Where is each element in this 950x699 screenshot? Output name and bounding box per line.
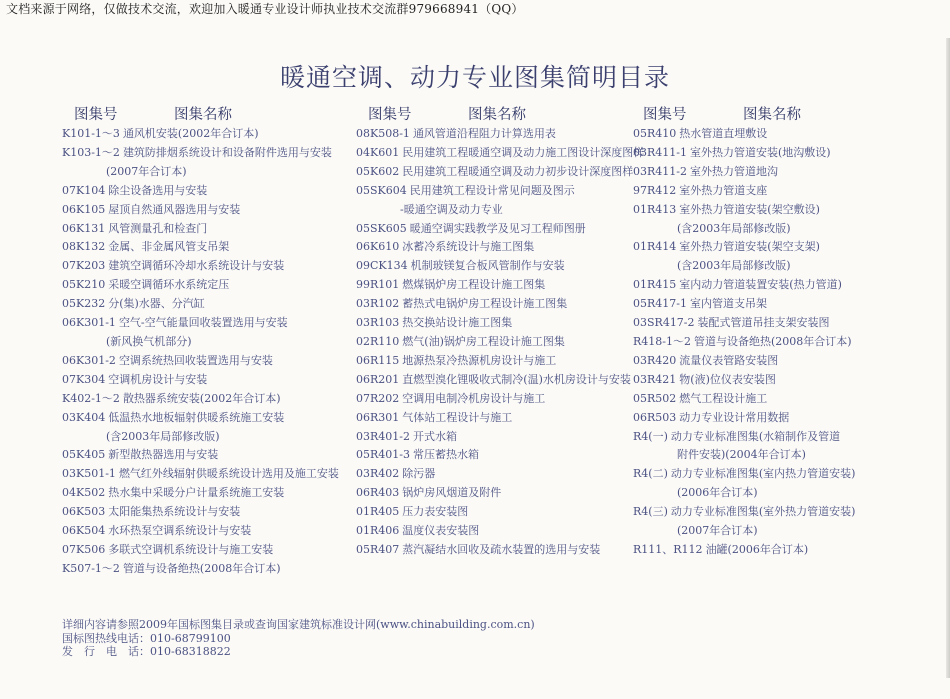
atlas-name: 热水管道直埋敷设 <box>679 127 768 140</box>
atlas-name: 低温热水地板辐射供暖系统施工安装 <box>108 410 285 424</box>
atlas-code: 08K132 <box>62 240 106 254</box>
atlas-name: 物(液)位仪表安装图 <box>679 372 776 386</box>
atlas-code: 07K506 <box>62 542 106 556</box>
atlas-name: 冰蓄冷系统设计与施工图集 <box>402 240 535 254</box>
atlas-name: 装配式管道吊挂支架安装图 <box>697 316 830 330</box>
catalog-entry <box>356 522 636 541</box>
atlas-code: 06K301-1 <box>62 316 116 330</box>
catalog-entry <box>633 333 933 352</box>
catalog-entry <box>356 257 636 276</box>
atlas-name: 附件安装)(2004年合订本) <box>677 448 806 462</box>
catalog-entry <box>356 220 636 239</box>
atlas-name: (含2003年局部修改版) <box>106 429 220 443</box>
atlas-name: 温度仪表安装图 <box>402 524 480 538</box>
catalog-entry <box>633 201 933 220</box>
atlas-code: 06K131 <box>62 221 106 235</box>
atlas-code: 03R411-1 <box>633 145 687 159</box>
catalog-entry <box>62 238 362 257</box>
catalog-entry <box>62 201 362 220</box>
catalog-entry <box>62 182 362 201</box>
atlas-name: 新型散热器选用与安装 <box>108 448 219 462</box>
catalog-entry <box>62 371 362 390</box>
atlas-code: 03R402 <box>356 467 400 481</box>
atlas-code: 05K210 <box>62 278 106 292</box>
atlas-name: 室外热力管道地沟 <box>690 164 778 178</box>
catalog-entry <box>356 314 636 333</box>
atlas-code: 01R413 <box>633 202 677 216</box>
atlas-code: 03K501-1 <box>62 467 116 481</box>
catalog-entry <box>356 295 636 314</box>
atlas-code: 01R405 <box>356 505 400 519</box>
catalog-entry <box>62 295 362 314</box>
catalog-list <box>633 125 933 560</box>
atlas-name: 燃煤锅炉房工程设计施工图集 <box>402 278 546 292</box>
atlas-code: 09CK134 <box>356 259 408 273</box>
column-header <box>62 103 362 125</box>
footer-info <box>62 618 535 659</box>
atlas-name: 管道与设备绝热(2008年合订本) <box>694 334 852 348</box>
atlas-name: 热交换站设计施工图集 <box>402 316 513 330</box>
atlas-name: (2007年合订本) <box>106 164 187 178</box>
catalog-entry <box>633 163 933 182</box>
atlas-name: 民用建筑工程设计常见问题及图示 <box>409 183 575 197</box>
atlas-code: K103-1～2 <box>62 145 120 159</box>
atlas-name: 气体站工程设计与施工 <box>402 410 513 424</box>
catalog-entry <box>62 446 362 465</box>
atlas-code: 06R503 <box>633 410 677 424</box>
atlas-code: 03R102 <box>356 297 400 311</box>
catalog-entry <box>62 144 362 163</box>
atlas-code: 05R502 <box>633 391 677 405</box>
atlas-name: 压力表安装图 <box>402 505 469 519</box>
atlas-name: 燃气工程设计施工 <box>679 391 768 405</box>
catalog-entry <box>356 276 636 295</box>
atlas-code: 06K301-2 <box>62 353 116 367</box>
atlas-code: 04K502 <box>62 486 106 500</box>
footer-hotline: 国标图热线电话：010-68799100 <box>62 631 231 645</box>
atlas-code: 07K304 <box>62 372 106 386</box>
atlas-name: 采暖空调循环水系统定压 <box>108 278 230 292</box>
atlas-code: K402-1～2 <box>62 391 120 405</box>
atlas-code: 07K203 <box>62 259 106 273</box>
catalog-entry <box>62 276 362 295</box>
atlas-code: 03SR417-2 <box>633 316 695 330</box>
atlas-name: 建筑防排烟系统设计和设备附件选用与安装 <box>122 145 332 159</box>
code-header: 图集号 <box>74 107 118 123</box>
catalog-entry-continuation <box>633 220 933 239</box>
catalog-entry <box>62 352 362 371</box>
atlas-code: 05SK605 <box>356 221 407 235</box>
catalog-entry <box>633 428 933 447</box>
atlas-code: 06R301 <box>356 410 400 424</box>
catalog-entry <box>62 560 362 579</box>
catalog-entry <box>633 541 933 560</box>
atlas-code: 05R410 <box>633 127 677 140</box>
atlas-name: 动力专业设计常用数据 <box>679 410 790 424</box>
catalog-entry <box>62 220 362 239</box>
atlas-code: 05R417-1 <box>633 297 687 311</box>
atlas-code: 08K508-1 <box>356 127 410 140</box>
atlas-code: 05SK604 <box>356 183 407 197</box>
catalog-column-1 <box>62 103 362 579</box>
atlas-code: 07R202 <box>356 391 400 405</box>
catalog-entry <box>356 333 636 352</box>
atlas-code: 03R103 <box>356 316 400 330</box>
atlas-name: -暖通空调及动力专业 <box>400 202 503 216</box>
catalog-entry <box>356 409 636 428</box>
atlas-code: 01R406 <box>356 524 400 538</box>
atlas-code: 05R401-3 <box>356 448 410 462</box>
atlas-name: 蒸汽凝结水回收及疏水装置的选用与安装 <box>402 542 601 556</box>
catalog-list <box>62 125 362 579</box>
atlas-name: 空气-空气能量回收装置选用与安装 <box>118 316 288 330</box>
atlas-name: 蓄热式电锅炉房工程设计施工图集 <box>402 297 568 311</box>
catalog-entry <box>62 465 362 484</box>
catalog-entry-continuation <box>633 446 933 465</box>
atlas-code: R4(三) <box>633 505 668 519</box>
atlas-name: 通风机安装(2002年合订本) <box>122 127 259 140</box>
atlas-code: R4(二) <box>633 467 668 481</box>
atlas-name: 锅炉房风烟道及附件 <box>402 486 502 500</box>
atlas-name: 多联式空调机系统设计与施工安装 <box>108 542 274 556</box>
catalog-entry <box>633 125 933 144</box>
catalog-entry <box>62 541 362 560</box>
catalog-entry <box>356 446 636 465</box>
atlas-code: 03R401-2 <box>356 429 410 443</box>
atlas-name: 通风管道沿程阻力计算选用表 <box>412 127 556 140</box>
catalog-entry <box>633 465 933 484</box>
catalog-entry <box>356 390 636 409</box>
atlas-name: 水环热泵空调系统设计与安装 <box>108 524 252 538</box>
column-header <box>633 103 933 125</box>
catalog-entry <box>633 390 933 409</box>
catalog-entry <box>356 541 636 560</box>
atlas-name: 空调机房设计与安装 <box>108 372 208 386</box>
atlas-name: 分(集)水器、分汽缸 <box>108 297 205 311</box>
catalog-entry <box>62 409 362 428</box>
atlas-code: 04K601 <box>356 145 400 159</box>
atlas-name: 燃气(油)锅炉房工程设计施工图集 <box>402 334 565 348</box>
catalog-entry <box>62 503 362 522</box>
catalog-entry <box>62 522 362 541</box>
atlas-code: 03R411-2 <box>633 164 687 178</box>
catalog-entry <box>633 352 933 371</box>
atlas-name: 室外热力管道安装(地沟敷设) <box>690 145 831 159</box>
atlas-name: 开式水箱 <box>413 429 457 443</box>
atlas-name: 管道与设备绝热(2008年合订本) <box>122 561 281 575</box>
catalog-entry-continuation <box>633 484 933 503</box>
atlas-code: 05K602 <box>356 164 400 178</box>
atlas-name: (含2003年局部修改版) <box>677 221 791 235</box>
name-header: 图集名称 <box>174 107 232 123</box>
atlas-code: 06K610 <box>356 240 400 254</box>
atlas-name: 室内动力管道装置安装(热力管道) <box>679 278 842 292</box>
catalog-entry <box>62 390 362 409</box>
catalog-entry <box>62 314 362 333</box>
catalog-entry-continuation <box>62 333 362 352</box>
page-title: 暖通空调、动力专业图集简明目录 <box>279 63 670 92</box>
catalog-entry <box>356 238 636 257</box>
column-header <box>356 103 636 125</box>
atlas-name: 直燃型溴化锂吸收式制冷(温)水机房设计与安装 <box>402 372 631 386</box>
page-edge-shadow <box>946 38 950 678</box>
catalog-entry-continuation <box>62 428 362 447</box>
atlas-code: 99R101 <box>356 278 400 292</box>
catalog-entry <box>633 503 933 522</box>
atlas-code: 97R412 <box>633 183 677 197</box>
atlas-code: K101-1～3 <box>62 127 120 140</box>
atlas-name: 空调用电制冷机房设计与施工 <box>402 391 546 405</box>
catalog-entry <box>356 503 636 522</box>
atlas-code: 01R415 <box>633 278 677 292</box>
name-header: 图集名称 <box>468 107 526 123</box>
atlas-name: 地源热泵冷热源机房设计与施工 <box>402 353 557 367</box>
catalog-list <box>356 125 645 560</box>
atlas-code: 06R201 <box>356 372 400 386</box>
atlas-name: 燃气红外线辐射供暖系统设计选用及施工安装 <box>118 467 339 481</box>
source-note: 文档来源于网络，仅做技术交流，欢迎加入暖通专业设计师执业技术交流群979668941（QQ） <box>6 2 524 16</box>
atlas-name: 室外热力管道安装(架空支架) <box>679 240 820 254</box>
catalog-entry <box>633 295 933 314</box>
atlas-name: 屋顶自然通风器选用与安装 <box>108 202 241 216</box>
atlas-code: 05R407 <box>356 542 400 556</box>
catalog-entry-continuation <box>62 163 362 182</box>
catalog-entry <box>62 257 362 276</box>
catalog-entry-continuation <box>633 257 933 276</box>
atlas-code: R111、R112 <box>633 542 703 556</box>
atlas-name: 风管测量孔和检查门 <box>108 221 208 235</box>
code-header: 图集号 <box>643 107 687 123</box>
atlas-name: 动力专业标准图集(室内热力管道安装) <box>670 467 856 481</box>
atlas-name: 动力专业标准图集(室外热力管道安装) <box>670 505 856 519</box>
catalog-entry <box>356 125 636 144</box>
atlas-name: (新风换气机部分) <box>106 334 192 348</box>
atlas-code: R4(一) <box>633 429 668 443</box>
atlas-name: 动力专业标准图集(水箱制作及管道 <box>670 429 841 443</box>
atlas-name: (含2003年局部修改版) <box>677 259 791 273</box>
atlas-name: (2007年合订本) <box>677 524 758 538</box>
atlas-name: 除污器 <box>402 467 436 481</box>
catalog-entry-continuation <box>633 522 933 541</box>
catalog-entry <box>62 484 362 503</box>
atlas-name: 建筑空调循环冷却水系统设计与安装 <box>108 259 285 273</box>
catalog-entry <box>62 125 362 144</box>
atlas-name: 室内管道支吊架 <box>690 297 767 311</box>
atlas-code: 06R403 <box>356 486 400 500</box>
atlas-code: R418-1～2 <box>633 334 691 348</box>
atlas-name: 民用建筑工程暖通空调及动力施工图设计深度图样 <box>402 145 645 159</box>
atlas-name: 金属、非金属风管支吊架 <box>108 240 230 254</box>
catalog-entry <box>633 276 933 295</box>
atlas-name: 除尘设备选用与安装 <box>108 183 208 197</box>
catalog-entry <box>356 352 636 371</box>
name-header: 图集名称 <box>743 107 801 123</box>
atlas-code: 06K504 <box>62 524 106 538</box>
footer-sales-phone: 发 行 电 话：010-68318822 <box>62 645 231 658</box>
atlas-name: 民用建筑工程暖通空调及动力初步设计深度图样 <box>402 164 634 178</box>
atlas-name: 机制玻镁复合板风管制作与安装 <box>410 259 565 273</box>
atlas-code: 01R414 <box>633 240 677 254</box>
code-header: 图集号 <box>368 107 412 123</box>
catalog-entry <box>633 314 933 333</box>
atlas-code: 03R421 <box>633 372 677 386</box>
atlas-code: K507-1～2 <box>62 561 120 575</box>
catalog-entry <box>633 182 933 201</box>
atlas-name: 太阳能集热系统设计与安装 <box>108 505 241 519</box>
catalog-entry <box>633 371 933 390</box>
atlas-name: 流量仪表管路安装图 <box>679 353 779 367</box>
atlas-name: (2006年合订本) <box>677 486 758 500</box>
atlas-code: 07K104 <box>62 183 106 197</box>
atlas-code: 03R420 <box>633 353 677 367</box>
atlas-code: 06K503 <box>62 505 106 519</box>
atlas-name: 热水集中采暖分户计量系统施工安装 <box>108 486 285 500</box>
catalog-entry <box>356 371 636 390</box>
catalog-entry-continuation <box>356 201 636 220</box>
catalog-entry <box>356 144 645 163</box>
atlas-code: 02R110 <box>356 334 400 348</box>
atlas-name: 常压蓄热水箱 <box>413 448 479 462</box>
atlas-name: 暖通空调实践教学及见习工程师图册 <box>409 221 586 235</box>
atlas-name: 散热器系统安装(2002年合订本) <box>122 391 281 405</box>
atlas-code: 05K232 <box>62 297 106 311</box>
atlas-name: 室外热力管道安装(架空敷设) <box>679 202 820 216</box>
catalog-entry <box>356 465 636 484</box>
catalog-entry <box>633 144 933 163</box>
atlas-name: 室外热力管道支座 <box>679 183 768 197</box>
footer-reference: 详细内容请参照2009年国标图集目录或查询国家建筑标准设计网(www.chinabuilding.com.cn) <box>62 618 535 631</box>
catalog-entry <box>356 163 636 182</box>
catalog-entry <box>356 484 636 503</box>
atlas-code: 06R115 <box>356 353 400 367</box>
catalog-entry <box>356 428 636 447</box>
atlas-name: 油罐(2006年合订本) <box>705 542 809 556</box>
atlas-code: 03K404 <box>62 410 106 424</box>
catalog-column-2 <box>356 103 645 560</box>
catalog-entry <box>633 238 933 257</box>
catalog-entry <box>356 182 636 201</box>
catalog-entry <box>633 409 933 428</box>
atlas-code: 06K105 <box>62 202 106 216</box>
catalog-column-3 <box>633 103 933 560</box>
atlas-code: 05K405 <box>62 448 106 462</box>
atlas-name: 空调系统热回收装置选用与安装 <box>118 353 273 367</box>
